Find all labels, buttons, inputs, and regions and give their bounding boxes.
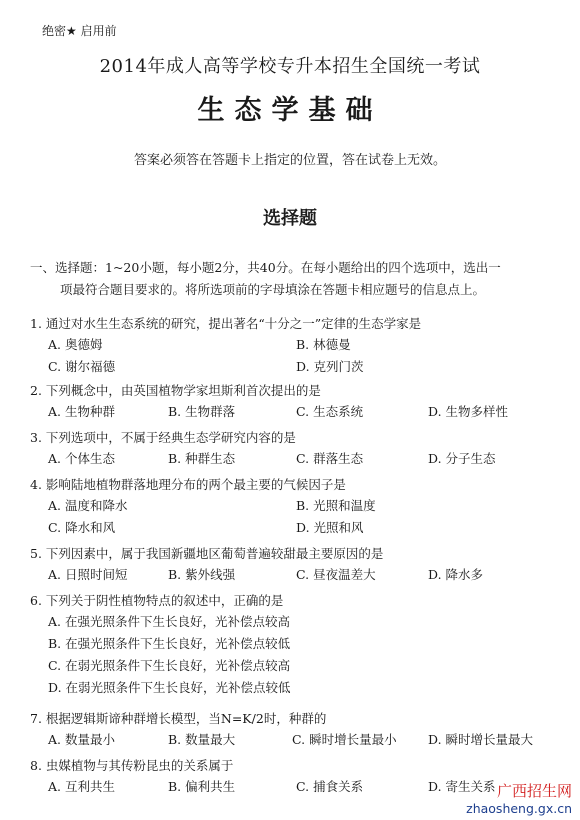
question-stem: 2. 下列概念中，由英国植物学家坦斯利首次提出的是 — [30, 383, 321, 398]
option-c: C. 降水和风 — [48, 520, 116, 535]
option-c: C. 昼夜温差大 — [296, 567, 376, 582]
option-a: A. 奥德姆 — [48, 337, 103, 352]
instructions-line-2: 项最符合题目要求的。将所选项前的字母填涂在答题卡相应题号的信息点上。 — [60, 282, 486, 297]
option-c: C. 生态系统 — [296, 404, 364, 419]
watermark-site-name: 广西招生网 — [496, 782, 572, 800]
options-row — [30, 564, 560, 586]
question-stem: 1. 通过对水生生态系统的研究，提出著名“十分之一”定律的生态学家是 — [30, 316, 422, 331]
option-d: D. 分子生态 — [428, 451, 496, 466]
option-a: A. 温度和降水 — [48, 498, 128, 513]
subject-title: 生态学基础 — [197, 95, 383, 126]
question-stem: 3. 下列选项中，不属于经典生态学研究内容的是 — [30, 430, 296, 445]
exam-title: 2014年成人高等学校专升本招生全国统一考试 — [99, 56, 481, 77]
option-a: A. 日照时间短 — [48, 567, 128, 582]
option-b: B. 在强光照条件下生长良好，光补偿点较低 — [48, 636, 291, 651]
question-3 — [30, 428, 560, 470]
question-6 — [30, 591, 560, 699]
option-b: B. 偏利共生 — [168, 779, 236, 794]
option-b: B. 紫外线强 — [168, 567, 236, 582]
question-stem: 7. 根据逻辑斯谛种群增长模型，当N=K/2时，种群的 — [30, 711, 327, 726]
question-4 — [30, 475, 560, 539]
option-c: C. 瞬时增长量最小 — [292, 732, 397, 747]
option-d: D. 在弱光照条件下生长良好，光补偿点较低 — [48, 680, 291, 695]
option-a: A. 数量最小 — [48, 732, 115, 747]
question-5 — [30, 544, 560, 586]
option-c: C. 在弱光照条件下生长良好，光补偿点较高 — [48, 658, 291, 673]
option-a: A. 互利共生 — [48, 779, 115, 794]
question-1 — [30, 314, 560, 378]
option-d: D. 寄生关系 — [428, 779, 496, 794]
option-b: B. 数量最大 — [168, 732, 236, 747]
option-b: B. 种群生态 — [168, 451, 236, 466]
option-d: D. 生物多样性 — [428, 404, 509, 419]
question-7 — [30, 709, 560, 751]
option-b: B. 生物群落 — [168, 404, 236, 419]
options-row — [30, 517, 560, 539]
option-a: A. 个体生态 — [48, 451, 115, 466]
options-row — [30, 334, 560, 356]
watermark-site-url: zhaosheng.gx.cn — [466, 801, 572, 816]
instructions-line-1: 一、选择题：1~20小题，每小题2分，共40分。在每小题给出的四个选项中，选出一 — [30, 260, 501, 275]
options-row — [30, 448, 560, 470]
option-c: C. 谢尔福德 — [48, 359, 116, 374]
options-row — [30, 495, 560, 517]
instructions — [30, 257, 560, 301]
options-row — [30, 401, 560, 423]
section-title: 选择题 — [263, 208, 317, 229]
option-b: B. 光照和温度 — [296, 498, 376, 513]
option-d: D. 光照和风 — [296, 520, 364, 535]
option-d: D. 克列门茨 — [296, 359, 364, 374]
answer-notice: 答案必须答在答题卡上指定的位置，答在试卷上无效。 — [133, 153, 446, 168]
options-row — [30, 729, 560, 751]
site-watermark — [466, 780, 572, 816]
question-stem: 5. 下列因素中，属于我国新疆地区葡萄普遍较甜最主要原因的是 — [30, 546, 384, 561]
option-d: D. 瞬时增长量最大 — [428, 732, 534, 747]
option-a: A. 生物种群 — [48, 404, 115, 419]
question-2 — [30, 381, 560, 423]
question-stem: 8. 虫媒植物与其传粉昆虫的关系属于 — [30, 758, 234, 773]
option-c: C. 群落生态 — [296, 451, 364, 466]
question-stem: 4. 影响陆地植物群落地理分布的两个最主要的气候因子是 — [30, 477, 346, 492]
secret-mark: 绝密★ 启用前 — [42, 24, 117, 38]
options-row — [30, 356, 560, 378]
option-c: C. 捕食关系 — [296, 779, 364, 794]
question-stem: 6. 下列关于阴性植物特点的叙述中，正确的是 — [30, 593, 284, 608]
option-a: A. 在强光照条件下生长良好，光补偿点较高 — [48, 614, 290, 629]
option-d: D. 降水多 — [428, 567, 484, 582]
option-b: B. 林德曼 — [296, 337, 351, 352]
